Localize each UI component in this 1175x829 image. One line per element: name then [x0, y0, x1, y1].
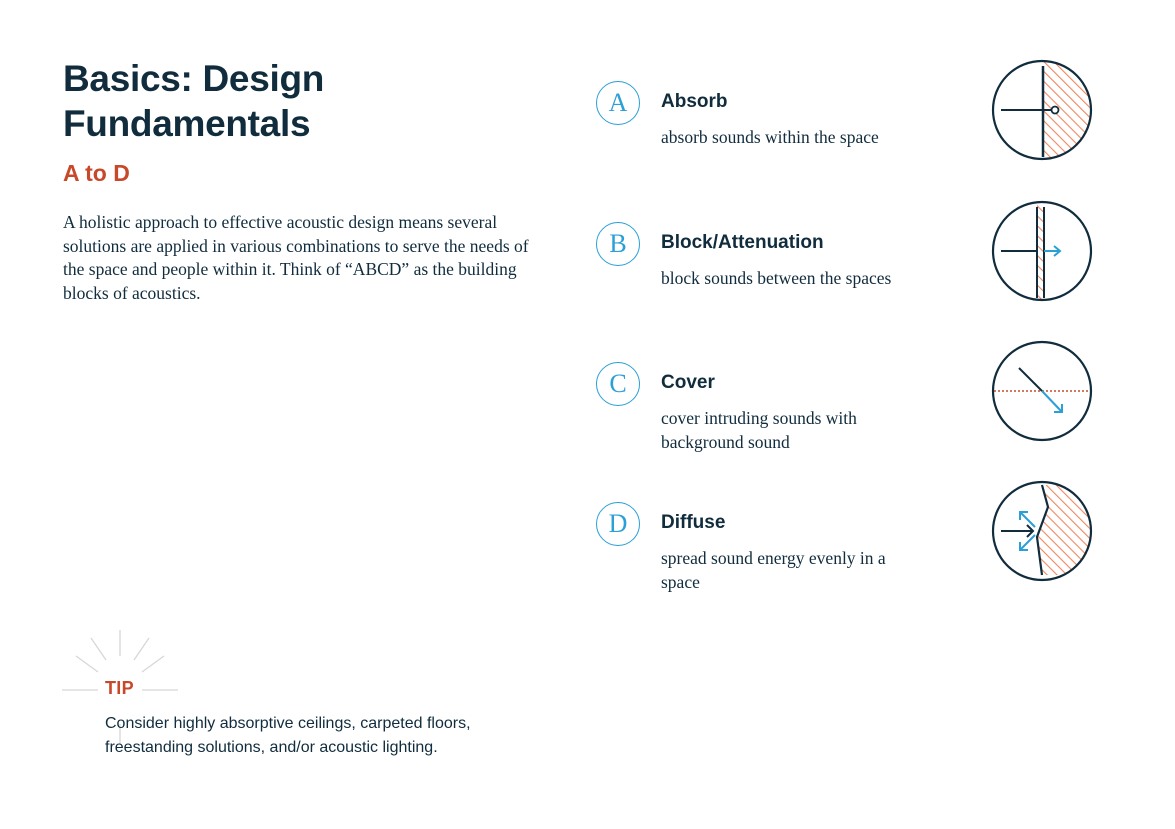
- item-title-block: Block/Attenuation: [661, 232, 824, 253]
- diffuse-diagram-icon: [990, 479, 1094, 583]
- page-title-line2: Fundamentals: [63, 103, 311, 144]
- abcd-item-absorb: [596, 81, 1096, 191]
- item-title-cover: Cover: [661, 372, 715, 393]
- abcd-item-cover: [596, 362, 1096, 472]
- item-description-block: block sounds between the spaces: [661, 268, 892, 288]
- item-description-diffuse: spread sound energy evenly in a space: [661, 548, 886, 592]
- letter-badge-a: A: [596, 81, 640, 125]
- tip-label: TIP: [105, 678, 134, 698]
- block-diagram-icon: [990, 199, 1094, 303]
- page-subtitle: A to D: [63, 160, 130, 186]
- page-title: [63, 56, 324, 146]
- item-description-cover: cover intruding sounds with background sound: [661, 408, 857, 452]
- abcd-item-diffuse: [596, 502, 1096, 612]
- letter-badge-d: D: [596, 502, 640, 546]
- intro-paragraph: A holistic approach to effective acoustic design means several solutions are applied in various combinations to serve the needs of the space and people within it. Think of “ABCD” as the building blocks of acoustics.: [63, 212, 529, 303]
- tip-text: Consider highly absorptive ceilings, carpeted floors, freestanding solutions, and/or acoustic lighting.: [105, 715, 471, 756]
- item-title-diffuse: Diffuse: [661, 512, 726, 533]
- letter-badge-c: C: [596, 362, 640, 406]
- abcd-item-block: [596, 222, 1096, 332]
- absorb-diagram-icon: [990, 58, 1094, 162]
- item-description-absorb: absorb sounds within the space: [661, 127, 879, 147]
- cover-diagram-icon: [990, 339, 1094, 443]
- page-title-line1: Basics: Design: [63, 58, 325, 99]
- letter-badge-b: B: [596, 222, 640, 266]
- item-title-absorb: Absorb: [661, 91, 728, 112]
